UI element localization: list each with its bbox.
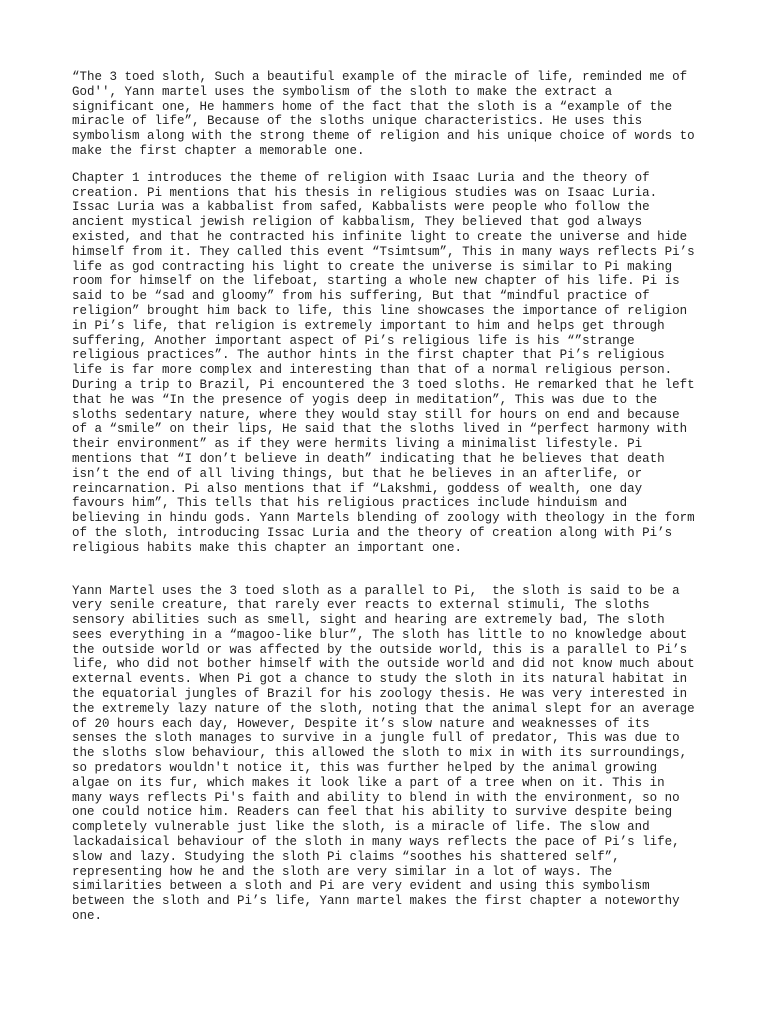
paragraph-spacer [72, 556, 712, 584]
paragraph-chapter-one: Chapter 1 introduces the theme of religion with Isaac Luria and the theory of creation. Pi mentions that his thesis in religious studies was on Isaac Luria. Issac Luria was a kabbalist from safed, Kabbalists were people who follow the ancient mystical jewish religion of kabbalism, They believed that god always existed, and that he contracted his infinite light to create the universe and hide himself from it. They called this event “Tsimtsum”, This in many ways reflects Pi’s life as god contracting his light to create the universe is similar to Pi making room for himself on the lifeboat, starting a whole new chapter of his life. Pi is said to be “sad and gloomy” from his suffering, But that “mindful practice of religion” brought him back to life, this line showcases the importance of religion in Pi’s life, that religion is extremely important to him and helps get through suffering, Another important aspect of Pi’s religious life is his “”strange religious practices”. The author hints in the first chapter that Pi’s religious life is far more complex and interesting than that of a normal religious person. During a trip to Brazil, Pi encountered the 3 toed sloths. He remarked that he left that he was “In the presence of yogis deep in meditation”, This was due to the sloths sedentary nature, where they would stay still for hours on end and because of a “smile” on their lips, He said that the sloths lived in “perfect harmony with their environment” as if they were hermits living a minimalist lifestyle. Pi mentions that “I don’t believe in death” indicating that he believes that death isn’t the end of all living things, but that he believes in an afterlife, or reincarnation. Pi also mentions that if “Lakshmi, goddess of wealth, one day favours him”, This tells that his religious practices include hinduism and believing in hindu gods. Yann Martels blending of zoology with theology in the form of the sloth, introducing Issac Luria and the theory of creation along with Pi’s religious habits make this chapter an important one. [72, 170, 695, 555]
paragraph-intro: “The 3 toed sloth, Such a beautiful example of the miracle of life, reminded me of God'', Yann martel uses the symbolism of the sloth to make the extract a significant one, He hammers home of the fact that the sloth is a “example of the miracle of life”, Because of the sloths unique characteristics. He uses this symbolism along with the strong theme of religion and his unique choice of words to make the first chapter a memorable one. [72, 70, 695, 158]
document-page [72, 70, 712, 924]
paragraph-sloth-parallel: Yann Martel uses the 3 toed sloth as a parallel to Pi, the sloth is said to be a very senile creature, that rarely ever reacts to external stimuli, The sloths sensory abilities such as smell, sight and hearing are extremely bad, The sloth sees everything in a “magoo-like blur”, The sloth has little to no knowledge about the outside world or was affected by the outside world, this is a parallel to Pi’s life, who did not bother himself with the outside world and did not know much about external events. When Pi got a chance to study the sloth in its natural habitat in the equatorial jungles of Brazil for his zoology thesis. He was very interested in the extremely lazy nature of the sloth, noting that the animal slept for an average of 20 hours each day, However, Despite it’s slow nature and weaknesses of its senses the sloth manages to survive in a jungle full of predator, This was due to the sloths slow behaviour, this allowed the sloth to mix in with its surroundings, so predators wouldn't notice it, this was further helped by the animal growing algae on its fur, which makes it look like a part of a tree when on it. This in many ways reflects Pi's faith and ability to blend in with the environment, so no one could notice him. Readers can feel that his ability to survive despite being completely vulnerable just like the sloth, is a miracle of life. The slow and lackadaisical behaviour of the sloth in many ways reflects the pace of Pi’s life, slow and lazy. Studying the sloth Pi claims “soothes his shattered self”, representing how he and the sloth are very similar in a lot of ways. The similarities between a sloth and Pi are very evident and using this symbolism between the sloth and Pi’s life, Yann martel makes the first chapter a noteworthy one. [72, 583, 695, 924]
paragraph-spacer [72, 159, 712, 171]
